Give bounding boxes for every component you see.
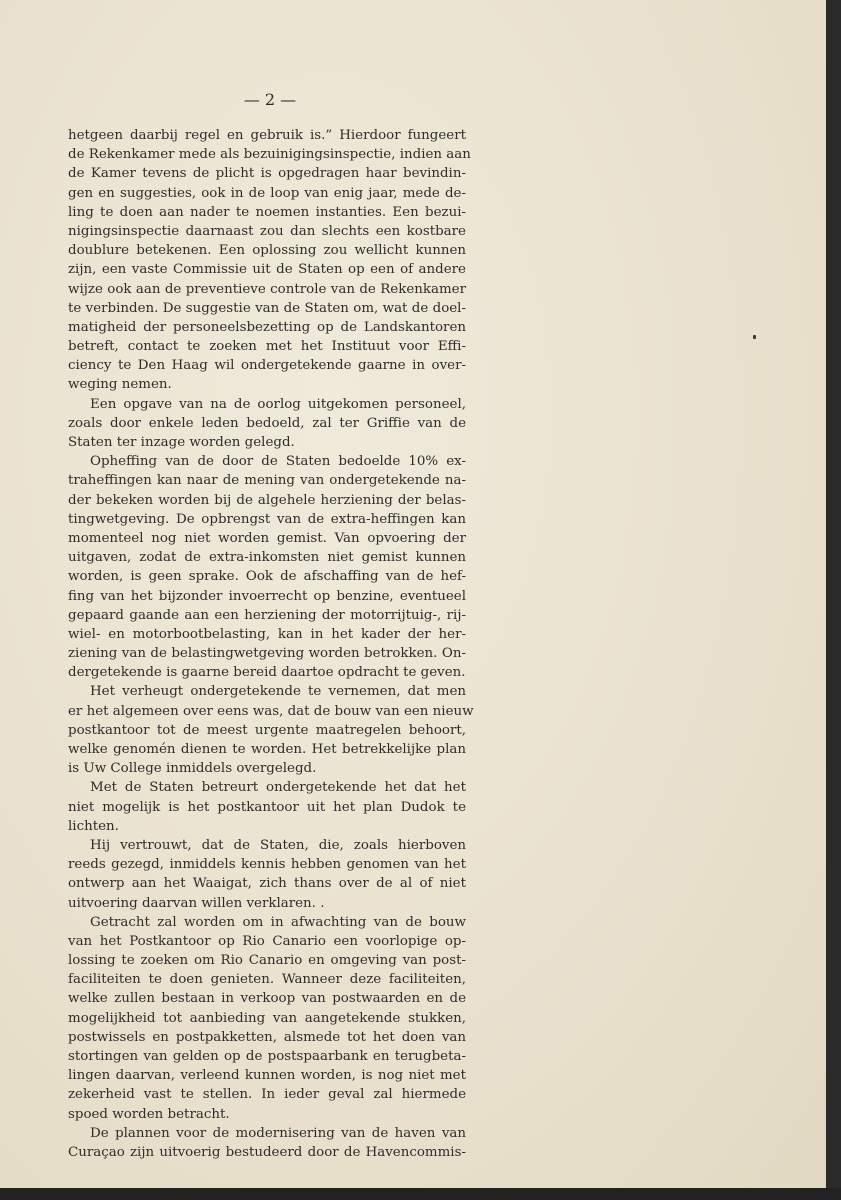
text-line: gen en suggesties, ook in de loop van enig jaar, mede de- xyxy=(68,185,466,201)
text-line: zoals door enkele leden bedoeld, zal ter Griffie van de xyxy=(68,415,466,431)
text-line: zekerheid vast te stellen. In ieder geval zal hiermede xyxy=(68,1087,466,1103)
text-line: traheffingen kan naar de mening van ondergetekende na- xyxy=(68,473,466,489)
text-line: lossing te zoeken om Rio Canario en omgeving van post- xyxy=(68,953,466,969)
text-line: betreft, contact te zoeken met het Instituut voor Effi- xyxy=(68,339,466,355)
text-line: lingen daarvan, verleend kunnen worden, is nog niet met xyxy=(68,1068,466,1084)
text-line: De plannen voor de modernisering van de haven van xyxy=(90,1125,466,1141)
text-line: doublure betekenen. Een oplossing zou wellicht kunnen xyxy=(68,243,466,259)
text-line: worden, is geen sprake. Ook de afschaffing van de hef- xyxy=(68,569,466,585)
text-line: te verbinden. De suggestie van de Staten om, wat de doel- xyxy=(68,300,466,316)
text-line: Curaçao zijn uitvoerig bestudeerd door de Havencommis- xyxy=(68,1144,466,1160)
text-line: ontwerp aan het Waaigat, zich thans over de al of niet xyxy=(68,876,466,892)
text-line: welke zullen bestaan in verkoop van postwaarden en de xyxy=(68,991,466,1007)
text-line: Het verheugt ondergetekende te vernemen, dat men xyxy=(90,684,466,700)
text-line: postkantoor tot de meest urgente maatregelen behoort, xyxy=(68,722,466,738)
text-line: wiel- en motorbootbelasting, kan in het kader der her- xyxy=(68,626,466,642)
text-line: Opheffing van de door de Staten bedoelde 10% ex- xyxy=(90,454,466,470)
text-line: Een opgave van na de oorlog uitgekomen personeel, xyxy=(90,396,466,412)
text-line: uitgaven, zodat de extra-inkomsten niet gemist kunnen xyxy=(68,550,466,566)
text-line: Getracht zal worden om in afwachting van de bouw xyxy=(90,914,466,930)
text-line: mogelijkheid tot aanbieding van aangetekende stukken, xyxy=(68,1010,466,1026)
text-line: is Uw College inmiddels overgelegd. xyxy=(68,761,317,777)
text-line: weging nemen. xyxy=(68,377,172,393)
text-line: Hij vertrouwt, dat de Staten, die, zoals hierboven xyxy=(90,837,466,853)
text-line: faciliteiten te doen genieten. Wanneer deze faciliteiten, xyxy=(68,972,466,988)
text-line: niet mogelijk is het postkantoor uit het plan Dudok te xyxy=(68,799,466,815)
text-line: spoed worden betracht. xyxy=(68,1106,230,1122)
text-line: ciency te Den Haag wil ondergetekende gaarne in over- xyxy=(68,358,466,374)
margin-mark xyxy=(753,335,756,339)
text-line: lichten. xyxy=(68,818,119,834)
text-line: dergetekende is gaarne bereid daartoe opdracht te geven. xyxy=(68,665,466,681)
text-line: nigingsinspectie daarnaast zou dan slechts een kostbare xyxy=(68,223,466,239)
scan-border-right xyxy=(826,0,841,1200)
text-line: de Kamer tevens de plicht is opgedragen haar bevindin- xyxy=(68,166,466,182)
text-line: uitvoering daarvan willen verklaren. . xyxy=(68,895,325,911)
text-line: fing van het bijzonder invoerrecht op benzine, eventueel xyxy=(68,588,466,604)
text-line: van het Postkantoor op Rio Canario een voorlopige op- xyxy=(68,933,466,949)
text-line: der bekeken worden bij de algehele herziening der belas- xyxy=(68,492,466,508)
page-number: — 2 — xyxy=(243,90,297,109)
body-text xyxy=(68,126,474,1162)
scan-border-bottom xyxy=(0,1188,841,1200)
text-line: hetgeen daarbij regel en gebruik is.” Hierdoor fungeert xyxy=(68,128,466,143)
text-line: welke genomén dienen te worden. Het betrekkelijke plan xyxy=(68,742,466,757)
text-line: wijze ook aan de preventieve controle van de Rekenkamer xyxy=(68,281,466,297)
text-line: ziening van de belastingwetgeving worden betrokken. On- xyxy=(68,646,466,662)
text-line: matigheid der personeelsbezetting op de Landskantoren xyxy=(68,319,466,335)
text-line: ling te doen aan nader te noemen instanties. Een bezui- xyxy=(68,204,466,220)
text-line: Staten ter inzage worden gelegd. xyxy=(68,435,295,450)
text-line: de Rekenkamer mede als bezuinigingsinspectie, indien aan xyxy=(68,147,471,163)
text-line: momenteel nog niet worden gemist. Van opvoering der xyxy=(68,530,466,546)
text-line: stortingen van gelden op de postspaarbank en terugbeta- xyxy=(68,1049,466,1064)
text-line: tingwetgeving. De opbrengst van de extra-heffingen kan xyxy=(68,511,466,527)
text-line: reeds gezegd, inmiddels kennis hebben genomen van het xyxy=(68,857,466,873)
text-line: zijn, een vaste Commissie uit de Staten op een of andere xyxy=(68,262,466,278)
text-line: er het algemeen over eens was, dat de bouw van een nieuw xyxy=(68,703,474,719)
text-line: Met de Staten betreurt ondergetekende het dat het xyxy=(90,780,466,796)
text-line: gepaard gaande aan een herziening der motorrijtuig-, rij- xyxy=(68,607,466,623)
text-line: postwissels en postpakketten, alsmede tot het doen van xyxy=(68,1029,466,1045)
